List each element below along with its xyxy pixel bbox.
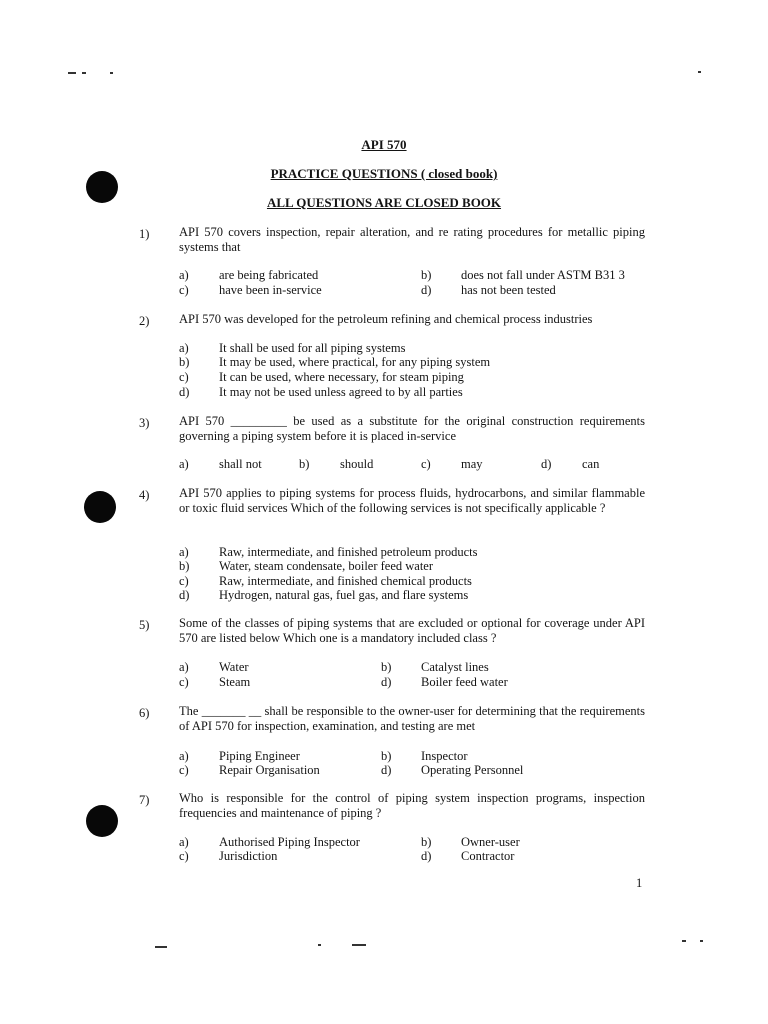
option-letter: b): [421, 268, 432, 282]
option-text: does not fall under ASTM B31 3: [461, 268, 625, 282]
question-number: 5): [139, 618, 150, 632]
option-text: It may not be used unless agreed to by all parties: [219, 385, 463, 399]
scan-speck: [68, 72, 76, 74]
closed-book-note: ALL QUESTIONS ARE CLOSED BOOK: [266, 195, 502, 210]
option-text: Piping Engineer: [219, 749, 300, 763]
option-text: It may be used, where practical, for any piping system: [219, 355, 491, 369]
option-letter: d): [421, 283, 432, 297]
question-number: 6): [139, 706, 150, 720]
option-letter: a): [179, 341, 189, 355]
option-letter: b): [381, 660, 392, 674]
option-letter: c): [421, 457, 431, 471]
option-letter: c): [179, 370, 189, 384]
page-number: 1: [636, 876, 643, 890]
option-letter: c): [179, 763, 189, 777]
punch-hole-middle: [84, 491, 116, 523]
question-text: Who is responsible for the control of piping system inspection programs, inspection frequencies and maintenance of piping ?: [179, 791, 645, 820]
option-text: Repair Organisation: [219, 763, 320, 777]
scan-speck: [318, 944, 321, 946]
option-text: can: [582, 457, 600, 471]
option-letter: a): [179, 835, 189, 849]
option-text: Jurisdiction: [219, 849, 278, 863]
option-text: Hydrogen, natural gas, fuel gas, and flare systems: [219, 588, 469, 602]
scan-speck: [155, 946, 167, 948]
option-text: It shall be used for all piping systems: [219, 341, 406, 355]
question-number: 3): [139, 416, 150, 430]
option-letter: a): [179, 457, 189, 471]
scan-speck: [82, 72, 86, 74]
question-text: API 570 applies to piping systems for process fluids, hydrocarbons, and similar flammable or toxic fluid services Which of the following services is not specifically applicable ?: [179, 486, 645, 515]
question-text: API 570 was developed for the petroleum refining and chemical process industries: [179, 312, 593, 326]
option-letter: c): [179, 849, 189, 863]
option-letter: b): [381, 749, 392, 763]
option-letter: b): [179, 355, 190, 369]
option-letter: d): [541, 457, 552, 471]
option-letter: d): [179, 385, 190, 399]
scan-speck: [698, 71, 701, 73]
option-text: Inspector: [421, 749, 468, 763]
punch-hole-bottom: [86, 805, 118, 837]
option-text: It can be used, where necessary, for steam piping: [219, 370, 464, 384]
option-text: have been in-service: [219, 283, 322, 297]
option-text: Owner-user: [461, 835, 520, 849]
question-number: 7): [139, 793, 150, 807]
option-letter: a): [179, 268, 189, 282]
question-text: API 570 _________ be used as a substitute for the original construction requirements governing a piping system before it is placed in-service: [179, 414, 645, 443]
question-text: The _______ __ shall be responsible to the owner-user for determining that the requirements of API 570 for inspection, examination, and testing are met: [179, 704, 645, 733]
option-letter: a): [179, 660, 189, 674]
option-text: Water, steam condensate, boiler feed water: [219, 559, 434, 573]
option-letter: b): [179, 559, 190, 573]
option-text: has not been tested: [461, 283, 556, 297]
option-letter: d): [179, 588, 190, 602]
option-text: Operating Personnel: [421, 763, 524, 777]
option-text: Steam: [219, 675, 251, 689]
option-letter: d): [381, 763, 392, 777]
option-text: Raw, intermediate, and finished chemical products: [219, 574, 472, 588]
question-text: API 570 covers inspection, repair alteration, and re rating procedures for metallic piping systems that: [179, 225, 645, 254]
option-letter: b): [299, 457, 310, 471]
option-letter: d): [421, 849, 432, 863]
option-text: may: [461, 457, 483, 471]
option-letter: a): [179, 545, 189, 559]
option-text: Authorised Piping Inspector: [219, 835, 360, 849]
scan-speck: [110, 72, 113, 74]
option-letter: d): [381, 675, 392, 689]
question-text: Some of the classes of piping systems that are excluded or optional for coverage under API 570 are listed below Which one is a mandatory included class ?: [179, 616, 645, 645]
option-letter: c): [179, 283, 189, 297]
option-letter: c): [179, 574, 189, 588]
scan-speck: [352, 944, 366, 946]
option-letter: a): [179, 749, 189, 763]
option-text: Boiler feed water: [421, 675, 508, 689]
scan-speck: [700, 940, 703, 942]
option-text: shall not: [219, 457, 262, 471]
scan-speck: [682, 940, 686, 942]
option-text: Contractor: [461, 849, 515, 863]
option-text: Water: [219, 660, 249, 674]
option-text: Catalyst lines: [421, 660, 489, 674]
option-text: are being fabricated: [219, 268, 319, 282]
option-text: should: [340, 457, 374, 471]
question-number: 2): [139, 314, 150, 328]
document-title: API 570: [361, 137, 407, 152]
option-text: Raw, intermediate, and finished petroleum products: [219, 545, 478, 559]
option-letter: c): [179, 675, 189, 689]
document-subtitle: PRACTICE QUESTIONS ( closed book): [270, 166, 498, 181]
option-letter: b): [421, 835, 432, 849]
question-number: 4): [139, 488, 150, 502]
question-number: 1): [139, 227, 150, 241]
